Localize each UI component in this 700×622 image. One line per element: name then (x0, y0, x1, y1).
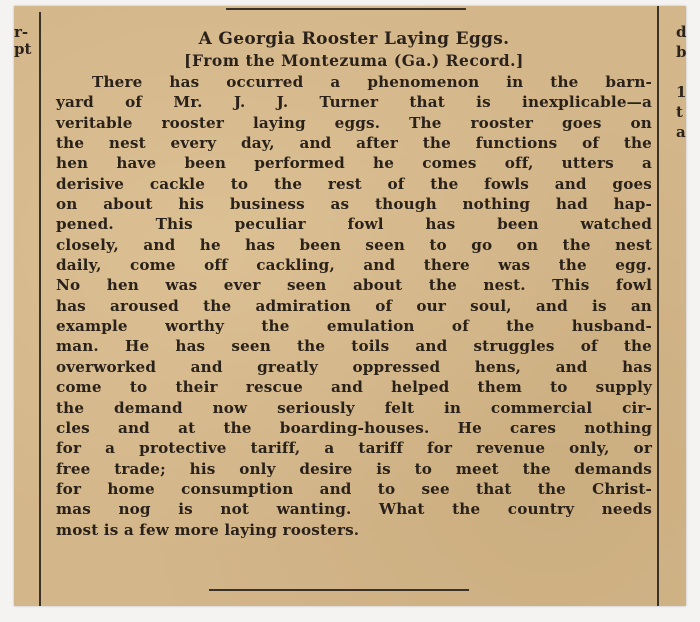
body-line: free trade; his only desire is to meet the demands (56, 459, 652, 478)
newspaper-clipping (14, 6, 686, 606)
body-line: veritable rooster laying eggs. The rooster goes on (56, 113, 652, 132)
column-rule-left (39, 12, 41, 606)
article-body (56, 72, 652, 540)
body-line: come to their rescue and helped them to supply (56, 378, 652, 397)
column-rule-right (657, 6, 659, 606)
rule-top (226, 8, 466, 10)
body-line: most is a few more laying roosters. (56, 520, 360, 539)
fragment-line: b (676, 43, 687, 61)
body-line: yard of Mr. J. J. Turner that is inexplicable—a (56, 93, 652, 112)
fragment-line: a (676, 123, 686, 141)
body-line: daily, come off cackling, and there was the egg. (56, 256, 652, 275)
body-line: example worthy the emulation of the husband- (56, 317, 652, 336)
body-line: overworked and greatly oppressed hens, and has (56, 357, 652, 376)
rule-bottom (209, 589, 469, 591)
fragment-line: r- (14, 23, 29, 41)
body-line: the demand now seriously felt in commercial cir- (56, 398, 652, 417)
adjacent-column-fragment-right (676, 22, 687, 142)
body-line: on about his business as though nothing had hap- (56, 195, 652, 214)
body-line: mas nog is not wanting. What the country needs (56, 500, 652, 519)
body-line: has aroused the admiration of our soul, and is an (56, 296, 652, 315)
fragment-line: d (676, 23, 687, 41)
article-headline: A Georgia Rooster Laying Eggs. (198, 29, 510, 49)
fragment-line: pt (14, 40, 32, 58)
body-line: cles and at the boarding-houses. He cares nothing (56, 418, 652, 437)
article (56, 28, 652, 540)
body-line: the nest every day, and after the functions of the (56, 134, 652, 153)
body-line: There has occurred a phenomenon in the barn- (92, 73, 652, 91)
body-line: closely, and he has been seen to go on the nest (56, 235, 652, 254)
body-line: for a protective tariff, a tariff for revenue only, or (56, 439, 652, 458)
fragment-line (676, 62, 687, 82)
body-line: man. He has seen the toils and struggles of the (56, 337, 652, 356)
body-line: for home consumption and to see that the Christ- (56, 479, 652, 498)
body-line: No hen was ever seen about the nest. This fowl (56, 276, 652, 295)
body-line: pened. This peculiar fowl has been watched (56, 215, 652, 234)
fragment-line: 1 (676, 83, 687, 101)
adjacent-column-fragment-left (14, 24, 31, 58)
body-line: derisive cackle to the rest of the fowls and goes (56, 174, 652, 193)
fragment-line: t (676, 103, 683, 121)
article-source: [From the Montezuma (Ga.) Record.] (184, 51, 524, 70)
body-line: hen have been performed he comes off, utters a (56, 154, 652, 173)
